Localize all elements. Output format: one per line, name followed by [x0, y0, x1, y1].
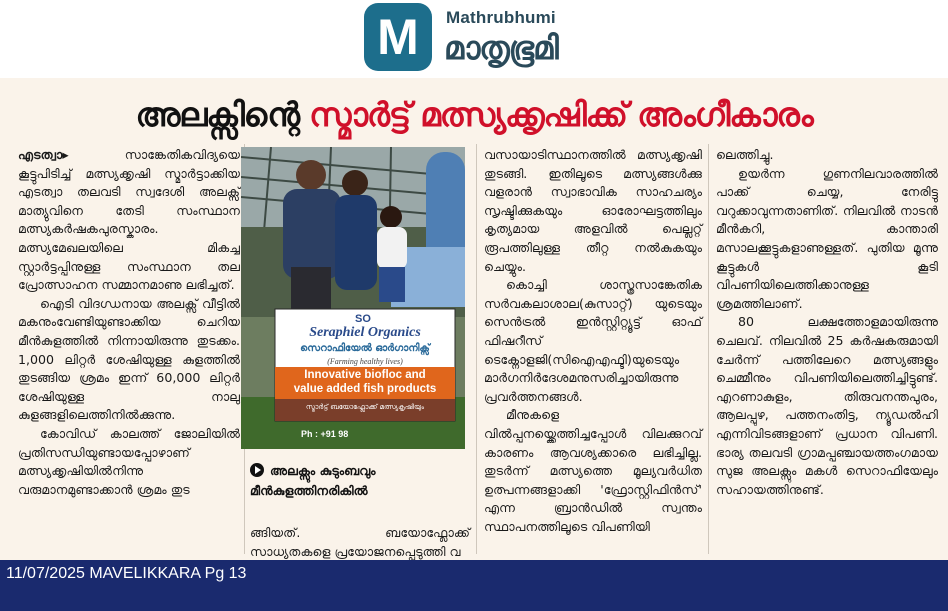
- play-arrow-icon: [250, 463, 264, 477]
- paragraph-text: സാങ്കേതികവിദ്യയെ കൂട്ടുപിടിച്ച് മത്സ്യക്കൃഷി സ്മാർട്ടാക്കിയ എടത്വാ തലവടി സ്വദേശി അലക്സ് മാത്യുവിനെ തേടി സംസ്ഥാന മത്സ്യകർഷകപുരസ്കാരം. മത്സ്യമേഖലയിലെ മികച്ച സ്റ്റാർട്ടപ്പിനുള്ള സംസ്ഥാന തല പ്രോത്സാഹന സമ്മാനമാണു ലഭിച്ചത്.: [18, 147, 240, 293]
- masthead: [0, 0, 948, 78]
- clipping-footer: [0, 560, 948, 611]
- brand-name-malayalam: മാതൃഭൂമി: [444, 29, 558, 67]
- article-column-4: [716, 146, 938, 499]
- column-divider: [476, 144, 477, 554]
- banner-brand-malayalam: സെറാഫിയേൽ ഓർഗാനിക്സ്: [300, 343, 430, 354]
- article-paragraph: വസായാടിസ്ഥാനത്തിൽ മത്സ്യക്കൃഷി തുടങ്ങി. ഇതിലൂടെ മത്സ്യങ്ങൾക്കു വളരാൻ സ്വാഭാവിക സാഹചര്യം സൃഷ്ടിക്കുകയും ഓരോഘട്ടത്തിലും കൃത്യമായ അളവിൽ പെല്ലറ്റ് രൂപത്തിലുള്ള തീറ്റ നൽകുകയും ചെയ്യും.: [484, 147, 702, 274]
- brand-name-english: Mathrubhumi: [446, 8, 556, 27]
- caption-line-2: മീൻകുളത്തിനരികിൽ: [250, 483, 368, 498]
- article-paragraph: 80 ലക്ഷത്തോളമായിരുന്നു ചെലവ്. നിലവിൽ 25 കർഷകരുമായി ചേർന്ന് പത്തിലേറെ മത്സ്യങ്ങളും ചെമ്മീനും വിപണിയിലെത്തിച്ചിട്ടുണ്ട്. എറണാകുളം, തിരുവനന്തപുരം, ആലപ്പുഴ, പത്തനംതിട്ട, ന്യൂഡൽഹി എന്നിവിടങ്ങളാണ് പ്രധാന വിപണി. ഭാര്യ തലവടി ഗ്രാമപ്പഞ്ചായത്തംഗമായ സുജ അലക്സും മകൾ സെറാഫിയേലും സഹായത്തിനുണ്ട്.: [716, 314, 938, 497]
- banner-brand-english: Seraphiel Organics: [309, 325, 421, 340]
- headline-part-1: അലക്സിന്റെ: [135, 95, 310, 134]
- banner-tagline: (Farming healthy lives): [327, 357, 403, 366]
- column-divider: [708, 144, 709, 554]
- article-column-1: [18, 146, 240, 499]
- article-paragraph: മീനുകളെ വിൽപ്പനയ്ക്കെത്തിച്ചപ്പോൾ വിലക്കുറവ്‌ കാരണം ആവശ്യക്കാരെ ലഭിച്ചില്ല. തുടർന്ന് മത്സ്യത്തെ മൂല്യവർധിത ഉത്പന്നങ്ങളാക്കി 'ഫ്രോസ്റ്റിഫിൻസ്' എന്ന ബ്രാൻഡിൽ സ്വന്തം സ്ഥാപനത്തിലൂടെ വിപണിയി: [484, 407, 702, 534]
- headline: [0, 93, 948, 137]
- family-photo: [241, 147, 465, 449]
- article-paragraph: ഉയർന്ന ഗുണനിലവാരത്തിൽ പാക്ക് ചെയ്യ, നേരിട്ടു വറുക്കാവുന്നതാണിത്. നിലവിൽ നാടൻ മീൻകറി, കാന്താരി മസാലക്കൂട്ടുകളാണുള്ളത്. പുതിയ മൂന്നു കൂട്ടുകൾ കൂടി വിപണിയിലെത്തിക്കാനുള്ള ശ്രമത്തിലാണ്.: [716, 165, 938, 311]
- article-column-2: [250, 524, 470, 561]
- dateline: എടത്വാ: [18, 147, 63, 162]
- article-paragraph: ഐടി വിദഗ്ധനായ അലക്സ് വീട്ടിൽ മകനുംവേണ്ടിയുണ്ടാക്കിയ ചെറിയ മീൻകുളത്തിൽ നിന്നായിരുന്നു തുടക്കം. 1,000 ലിറ്റർ ശേഷിയുള്ള കുളത്തിൽ തുടങ്ങിയ ശ്രമം ഇന്ന് 60,000 ലിറ്റർ ശേഷിയുള്ള നാലു കുളങ്ങളിലെത്തിനിൽക്കുന്നു.: [18, 295, 240, 423]
- banner-line-2: value added fish products: [293, 383, 437, 395]
- banner-phone: Ph : +91 98: [301, 429, 349, 439]
- mathrubhumi-logo-badge: [364, 3, 432, 71]
- banner-logo: SO: [355, 313, 371, 325]
- news-clipping: [0, 78, 948, 560]
- edition-date-page: 11/07/2025 MAVELIKKARA Pg 13: [6, 565, 247, 582]
- caption-line-1-row: [250, 461, 465, 481]
- banner-line-1: Innovative biofloc and: [304, 369, 426, 381]
- article-paragraph: ങ്ങിയത്. ബയോഫ്ലോക്ക് സാധ്യതകളെ പ്രയോജനപ്പെടുത്തി വ: [250, 525, 470, 559]
- article-column-3: [484, 146, 702, 536]
- article-paragraph: ലെത്തിച്ചു.: [716, 147, 774, 162]
- article-paragraph: കൊച്ചി ശാസ്ത്രസാങ്കേതിക സർവകലാശാല(കുസാറ്റ്) യുടെയും സെൻട്രൽ ഇൻസ്റ്റിറ്റ്യൂട്ട് ഓഫ് ഫിഷറീസ് ടെക്നോളജി(സിഐഎഫ്ടി)യുടെയും മാർഗനിർദേശമനുസരിച്ചായിരുന്നു പ്രവർത്തനങ്ങൾ.: [484, 277, 702, 404]
- logo-letter: M: [377, 9, 419, 65]
- banner-malayalam-small: സ്മാർട്ട് ബയോഫ്ലോക്ക് മത്സ്യകൃഷിയും: [305, 403, 425, 411]
- article-paragraph: [18, 146, 240, 295]
- headline-part-2: സ്മാർട്ട് മത്സ്യക്കൃഷിക്ക്: [309, 95, 638, 134]
- article-paragraph: കോവിഡ് കാലത്ത് ജോലിയിൽ പ്രതിസന്ധിയുണ്ടായപ്പോഴാണ് മത്സ്യക്കൃഷിയിൽനിന്നു വരുമാനമുണ്ടാക്കാൻ ശ്രമം തുട: [18, 425, 240, 497]
- caption-line-1: അലക്സും കുടുംബവും: [270, 463, 376, 478]
- dateline-arrow-icon: ▸: [62, 147, 125, 162]
- headline-part-3: അംഗീകാരം: [637, 95, 813, 134]
- photo-caption: [250, 461, 465, 501]
